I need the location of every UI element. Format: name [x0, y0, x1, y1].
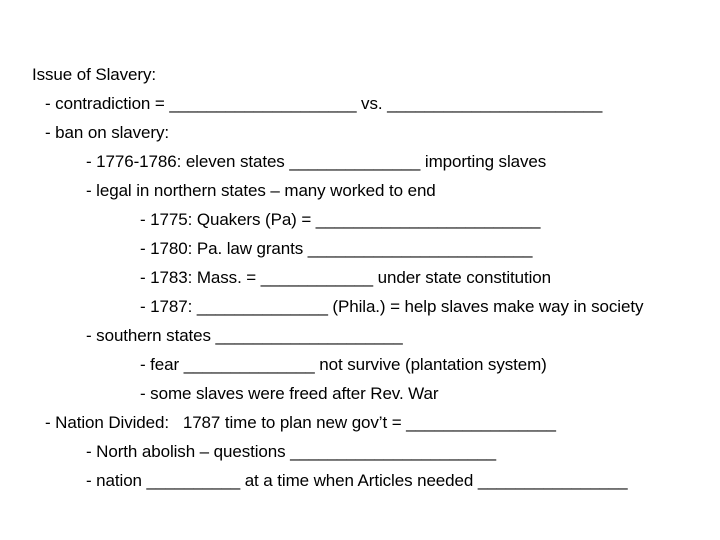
- outline-item-1787-phila: - 1787: ______________ (Phila.) = help slaves make way in society: [140, 297, 644, 316]
- outline-item-legal-in-north: - legal in northern states – many worked to end: [86, 181, 436, 200]
- outline-item-fear: - fear ______________ not survive (plantation system): [140, 355, 547, 374]
- outline-item-1783-mass: - 1783: Mass. = ____________ under state constitution: [140, 268, 552, 287]
- outline-item-nation-articles: - nation __________ at a time when Articles needed ________________: [86, 471, 628, 490]
- outline-item-1780-pa-law: - 1780: Pa. law grants ________________________: [140, 239, 533, 258]
- outline-item-contradiction: - contradiction = ____________________ vs. _______________________: [45, 94, 603, 113]
- outline-title: Issue of Slavery:: [32, 65, 156, 84]
- outline-item-slaves-freed: - some slaves were freed after Rev. War: [140, 384, 439, 403]
- outline-item-ban-on-slavery: - ban on slavery:: [45, 123, 169, 142]
- outline-item-1776-1786: - 1776-1786: eleven states ______________ importing slaves: [86, 152, 547, 171]
- outline-item-north-abolish: - North abolish – questions ______________________: [86, 442, 496, 461]
- outline-item-southern-states: - southern states ____________________: [86, 326, 403, 345]
- outline-item-nation-divided: - Nation Divided: 1787 time to plan new gov’t = ________________: [45, 413, 556, 432]
- outline-item-1775-quakers: - 1775: Quakers (Pa) = ________________________: [140, 210, 541, 229]
